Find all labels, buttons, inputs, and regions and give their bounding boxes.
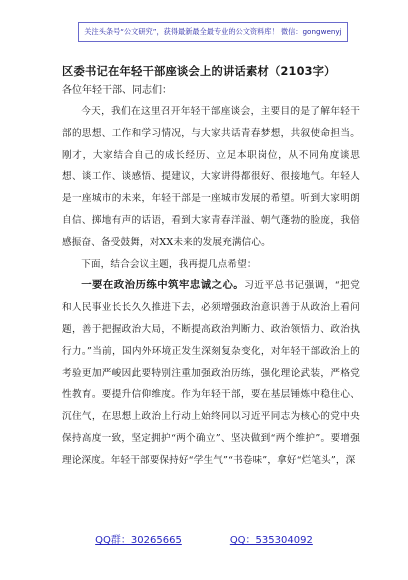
document-title: 区委书记在年轻干部座谈会上的讲话素材（2103字）: [62, 65, 336, 78]
header-banner: 关注头条号“公文研究”，获得最新最全最专业的公文资料库！ 微信：gongwenyj: [78, 22, 348, 42]
section-body: 习近平总书记强调，“把党和人民事业长长久久推进下去，必须增强政治意识善于从政治上看问题，善于把握政治大局，不断提高政治判断力、政治领悟力、政治执行力。”当前，国内外环境正发生深刻复杂变化，对年轻干部政治上的考验更加严峻因此要特别注重加强政治历练，强化理论武装，严格党性教育。要提升信仰维度。作为年轻干部，要在基层锤炼中稳住心、沉住气，在思想上政治上行动上始终同以习近平同志为核心的党中央保持高度一致，坚定拥护“两个确立”、坚决做到“两个维护”。要增强理论深度。年轻干部要保持好“学生气”“书卷味”，拿好“烂笔头”，深: [62, 280, 360, 466]
greeting: 各位年轻干部、同志们：: [62, 85, 172, 96]
paragraph-transition: 下面，结合会议主题，我再提几点希望：: [81, 258, 257, 270]
section-heading: 一要在政治历练中筑牢忠诚之心。: [81, 279, 245, 292]
paragraph-opening: 今天，我们在这里召开年轻干部座谈会，主要目的是了解年轻干部的思想、工作和学习情况，与大家共话青春梦想，共叙使命担当。刚才，大家结合自己的成长经历、立足本职岗位，从不同角度谈思想、谈工作、谈感悟、提建议，大家讲得都很好、很接地气。年轻人是一座城市的未来，年轻干部是一座城市发展的希望。听到大家明朗自信、掷地有声的话语，看到大家青春洋溢、朝气蓬勃的脸庞，我倍感振奋、备受鼓舞，对XX未来的发展充满信心。: [62, 106, 360, 248]
document-body: [62, 80, 360, 472]
footer-qq[interactable]: QQ：535304092: [229, 535, 313, 546]
footer-contacts: [0, 531, 408, 546]
paragraph-section-1: [62, 275, 360, 471]
footer-qq-group[interactable]: QQ群：30265665: [95, 535, 182, 546]
